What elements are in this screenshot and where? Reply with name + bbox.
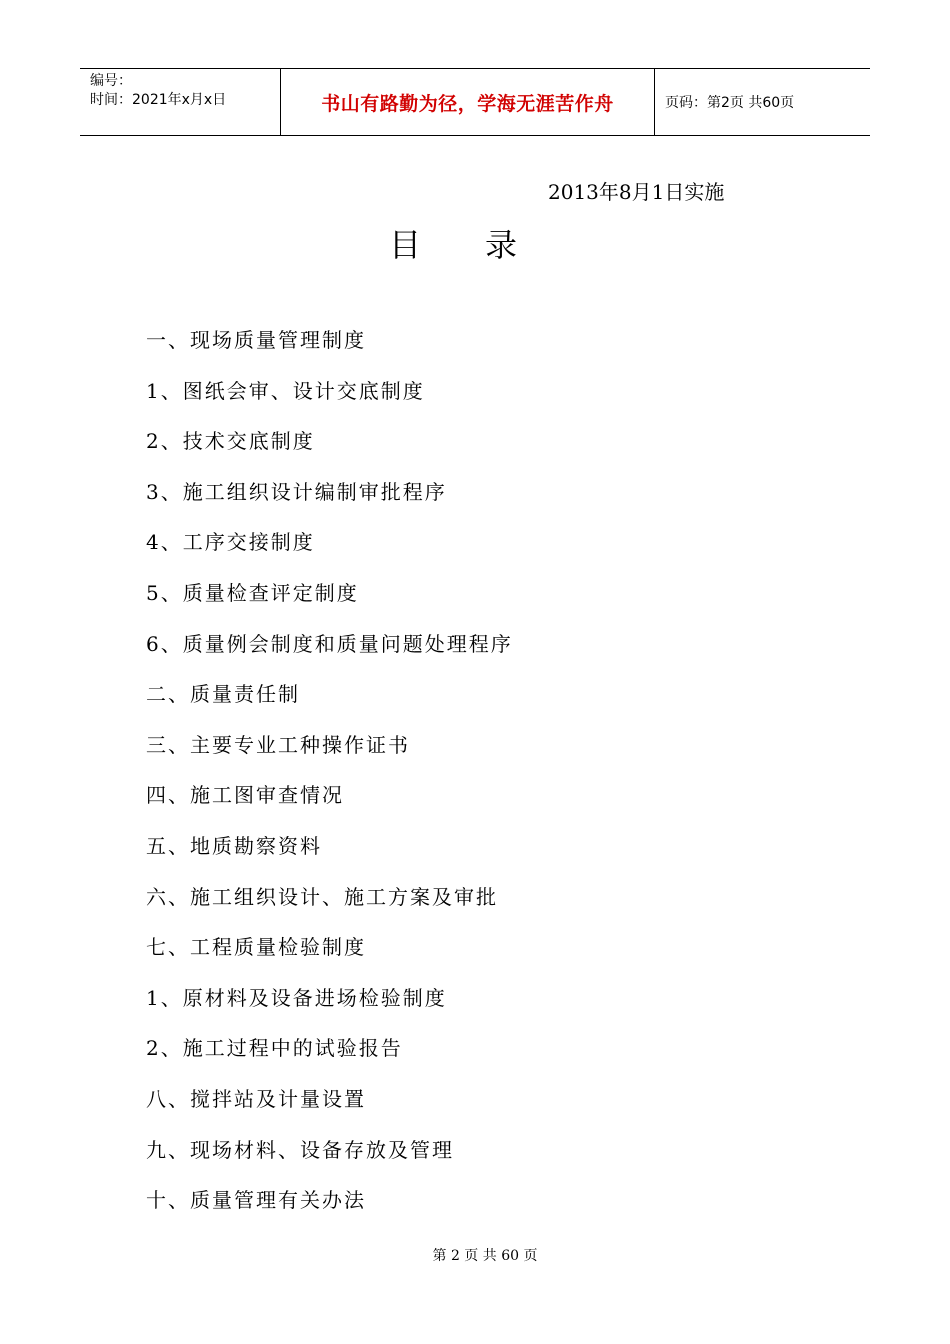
toc-item: 五、地质勘察资料 [146, 833, 322, 858]
toc-item: 1、图纸会审、设计交底制度 [146, 378, 425, 403]
document-number-label: 编号： [90, 73, 132, 89]
toc-item: 3、施工组织设计编制审批程序 [146, 479, 447, 504]
header-page-info: 页码：第2页 共60页 [665, 95, 795, 111]
toc-item: 十、质量管理有关办法 [146, 1188, 366, 1213]
toc-item: 八、搅拌站及计量设置 [146, 1086, 366, 1111]
toc-item: 6、质量例会制度和质量问题处理程序 [146, 631, 513, 656]
toc-item: 三、主要专业工种操作证书 [146, 732, 410, 757]
toc-title: 目录 [388, 226, 581, 264]
toc-item: 4、工序交接制度 [146, 530, 315, 555]
toc-item: 七、工程质量检验制度 [146, 935, 366, 960]
toc-item: 2、技术交底制度 [146, 429, 315, 454]
toc-item: 2、施工过程中的试验报告 [146, 1036, 403, 1061]
toc-item: 1、原材料及设备进场检验制度 [146, 985, 447, 1010]
header-motto: 书山有路勤为径，学海无涯苦作舟 [281, 69, 655, 135]
toc-item: 二、质量责任制 [146, 682, 300, 707]
page-header [80, 68, 870, 136]
toc-item: 四、施工图审查情况 [146, 783, 344, 808]
effective-date: 2013年8月1日实施 [548, 180, 725, 204]
page-footer: 第 2 页 共 60 页 [432, 1248, 538, 1264]
toc-item: 六、施工组织设计、施工方案及审批 [146, 884, 498, 909]
document-time-label: 时间：2021年x月x日 [90, 92, 227, 108]
toc-item: 九、现场材料、设备存放及管理 [146, 1137, 454, 1162]
toc-list [146, 323, 513, 1234]
toc-item: 5、质量检查评定制度 [146, 580, 359, 605]
toc-item: 一、现场质量管理制度 [146, 328, 366, 352]
header-meta [80, 69, 281, 135]
